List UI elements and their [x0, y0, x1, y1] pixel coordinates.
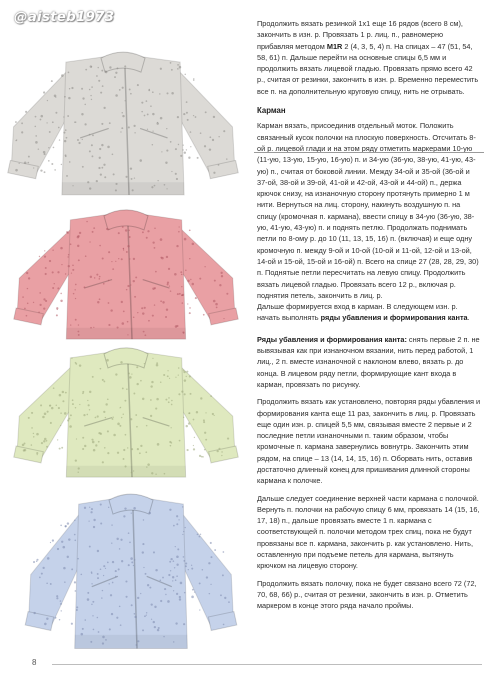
watermark: @aisteb1973	[14, 9, 115, 25]
sweater-pink-illustration	[10, 200, 242, 342]
sweater-photo-blue	[22, 480, 240, 652]
sleeve-left	[29, 510, 83, 628]
pocket-paragraph-1: Карман вязать, присоединив отдельный моток. Положить связанный кусок полочки на плоскую поверхность. Отсчитать 8-ой р. лицевой глади и на этом ряду отметить маркерами 10-ую (11-ую, 13-ую, 15-ую, 16-ую) п. и 34-ую (36-ую, 38-ую, 41-ую, 43-ую) п., считая от боковой линии. Между 34-ой и 35-ой (36-ой и 37-ой, 38-ой и 39-ой, 41-ой и 42-ой, 43-ой и 44-ой) п., держа крючок снизу, на изнаночную сторону протянуть примерно 1 м нити. Вернуться на лиц. сторону, накинуть воздушную п. на спицу (кромочная п. кармана), ввести спицу в 34-ую (36-ую, 38-ую, 41-ую, 43-ую) п. и поднять петлю. Продолжать поднимать петли по 8-ому р. до 10 (11, 13, 15, 16) п. (включая) и еще одну кромочную п. между 9-ой и 10-ой (10-ой и 11-ой, 12-ой и 13-ой, 14-ой и 15-ой, 15-ой и 16-ой) п. Всего на спице 27 (28, 28, 29, 30) п. Поднятые петли пересчитать на левую спицу. Продолжить вязать лицевой гладью. Провязать всего 12 р., включая р. поднятия петель, закончить в лиц. р.	[257, 121, 479, 300]
sweater-photo-grey	[4, 40, 242, 198]
sleeve-right	[178, 226, 235, 322]
instructions-column	[257, 18, 481, 618]
sleeve-left	[17, 364, 74, 460]
join-pocket-paragraph: Дальше следует соединение верхней части кармана с полочкой. Вернуть п. полочки на рабочую спицу 6 мм, провязать 14 (15, 16, 17, 18) п., дальше провязать вместе 1 п. кармана с соответствующей п. полочки методом трех спиц, пока не будут провязаны все п. кармана, закончить р. как установлено. Нить, оставленную при подъеме петель для кармана, вытянуть крючком на лицевую сторону.	[257, 493, 480, 571]
intro-paragraph: Продолжить вязать резинкой 1х1 еще 16 рядов (всего 8 см), закончить в изн. р. Провязать 1 р. лиц. п., равномерно прибавляя методом M1R 2 (4, 3, 5, 4) п. На спицах – 47 (51, 54, 58, 61) п. Дальше перейти на основные спицы 6,5 мм и продолжить вязать лицевой гладью. Провязать прямо всего 42 р., считая от резинки, закончить в изн. р. Временно переместить все п. на дополнительную круговую спицу, нить не отрывать.	[257, 19, 479, 96]
sweater-body	[62, 56, 184, 195]
sweater-blue-illustration	[22, 480, 240, 652]
footer-rule	[52, 664, 482, 665]
sleeve-right	[176, 68, 235, 176]
sleeve-right	[178, 364, 235, 460]
sleeve-left	[11, 68, 70, 176]
sweater-grey-illustration	[4, 40, 242, 198]
sweater-photo-pink	[10, 200, 242, 342]
sweater-lime-illustration	[10, 338, 242, 480]
sleeve-right	[179, 510, 233, 628]
continue-paragraph: Продолжить вязать как установлено, повторяя ряды убавления и формирования канта еще 11 раз, закончить в лиц. р. Провязать еще один изн. р. спицей 5,5 мм, связывая вместе 2 первые и 2 последние петли изнаночными п. таким образом, чтобы кромочные п. кармана завернулись вовнутрь. Закончить этим рядом, на спице – 13 (14, 14, 15, 16) п. Оборвать нить, оставив достаточно длинный конец для пришивания длинной стороны кармана к полочке.	[257, 397, 481, 486]
front-paragraph: Продолжить вязать полочку, пока не будет связано всего 72 (72, 70, 68, 66) р., считая от резинки, закончить в изн. р. Отметить маркером в конце этого ряда начало проймы.	[257, 578, 477, 611]
sweater-photo-lime	[10, 338, 242, 480]
pocket-paragraph-2: Дальше формируется вход в карман. В следующем изн. р. начать выполнять ряды убавления и формирования канта.	[257, 302, 470, 323]
section-divider	[254, 152, 484, 153]
page-number: 8	[32, 658, 37, 667]
sweater-body	[66, 214, 185, 339]
pocket-heading: Карман	[257, 106, 286, 116]
decrease-rows-paragraph: Ряды убавления и формирования канта: снять первые 2 п. не вывязывая как при изнаночном вязании, нить перед работой, 1 лиц., 2 п. вместе изнаночной с наклоном влево, вязать р. до конца. В лицевом ряду петли, формирующие кант входа в карман, провязать по рисунку.	[257, 334, 480, 389]
